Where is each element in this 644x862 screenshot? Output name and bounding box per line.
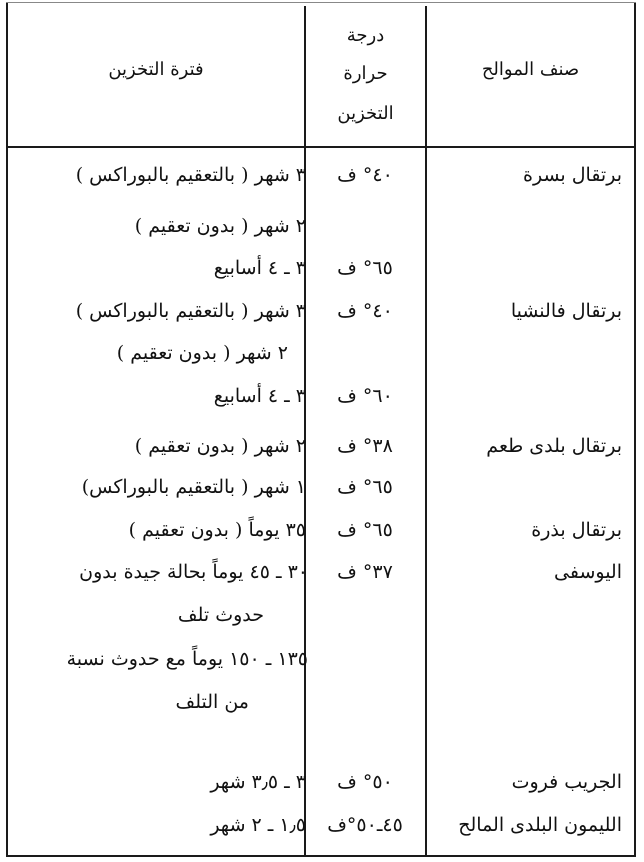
row-9-product: برتقال بذرة: [531, 519, 622, 541]
header-temperature-line2: حرارة: [343, 63, 388, 84]
table-border-right: [634, 2, 636, 857]
row-5-period: ٢ شهر ( بدون تعقيم ): [116, 342, 288, 364]
row-2-period: ٢ شهر ( بدون تعقيم ): [134, 215, 306, 237]
row-6-temp: ٦٠° ف: [337, 385, 393, 407]
table-divider-period-temp: [304, 6, 306, 857]
table-top-line: [6, 2, 636, 3]
header-product: صنف الموالح: [481, 59, 580, 80]
row-3-temp: ٦٥° ف: [337, 257, 393, 279]
row-14-period: ٣ ـ ٣٫٥ شهر: [210, 771, 306, 793]
row-14-temp: ٥٠° ف: [337, 771, 393, 793]
row-1-period: ٣ شهر ( بالتعقيم بالبوراكس ): [75, 164, 306, 186]
row-8-period: ١ شهر ( بالتعقيم بالبوراكس): [81, 476, 306, 498]
row-4-temp: ٤٠° ف: [337, 300, 393, 322]
row-13-period: من التلف: [175, 691, 249, 713]
row-10-temp: ٣٧° ف: [337, 561, 393, 583]
row-6-period: ٣ ـ ٤ أسابيع: [213, 385, 306, 407]
row-7-product: برتقال بلدى طعم: [486, 435, 622, 457]
row-9-temp: ٦٥° ف: [337, 519, 393, 541]
row-10-period: ٣٠ ـ ٤٥ يوماً بحالة جيدة بدون: [79, 561, 308, 583]
header-temperature-line3: التخزين: [337, 103, 394, 124]
row-4-product: برتقال فالنشيا: [510, 300, 622, 322]
table-bottom-line: [6, 855, 636, 857]
row-11-period: حدوث تلف: [177, 604, 264, 626]
row-3-period: ٣ ـ ٤ أسابيع: [213, 257, 306, 279]
header-separator-line: [6, 146, 636, 148]
row-4-period: ٣ شهر ( بالتعقيم بالبوراكس ): [75, 300, 306, 322]
header-period: فترة التخزين: [108, 59, 204, 80]
row-8-temp: ٦٥° ف: [337, 476, 393, 498]
row-7-temp: ٣٨° ف: [337, 435, 393, 457]
table-divider-temp-product: [425, 6, 427, 857]
row-14-product: الجريب فروت: [511, 771, 622, 793]
row-10-product: اليوسفى: [554, 561, 622, 583]
row-15-product: الليمون البلدى المالح: [458, 814, 622, 836]
row-15-temp: ٤٥ـ٥٠°ف: [327, 814, 403, 836]
row-1-temp: ٤٠° ف: [337, 164, 393, 186]
table-border-left: [6, 2, 8, 857]
row-15-period: ١٫٥ ـ ٢ شهر: [210, 814, 306, 836]
row-9-period: ٣٥ يوماً ( بدون تعقيم ): [128, 519, 306, 541]
header-temperature-line1: درجة: [346, 25, 385, 46]
row-7-period: ٢ شهر ( بدون تعقيم ): [134, 435, 306, 457]
row-1-product: برتقال بسرة: [523, 164, 622, 186]
row-12-period: ١٣٥ ـ ١٥٠ يوماً مع حدوث نسبة: [66, 648, 308, 670]
